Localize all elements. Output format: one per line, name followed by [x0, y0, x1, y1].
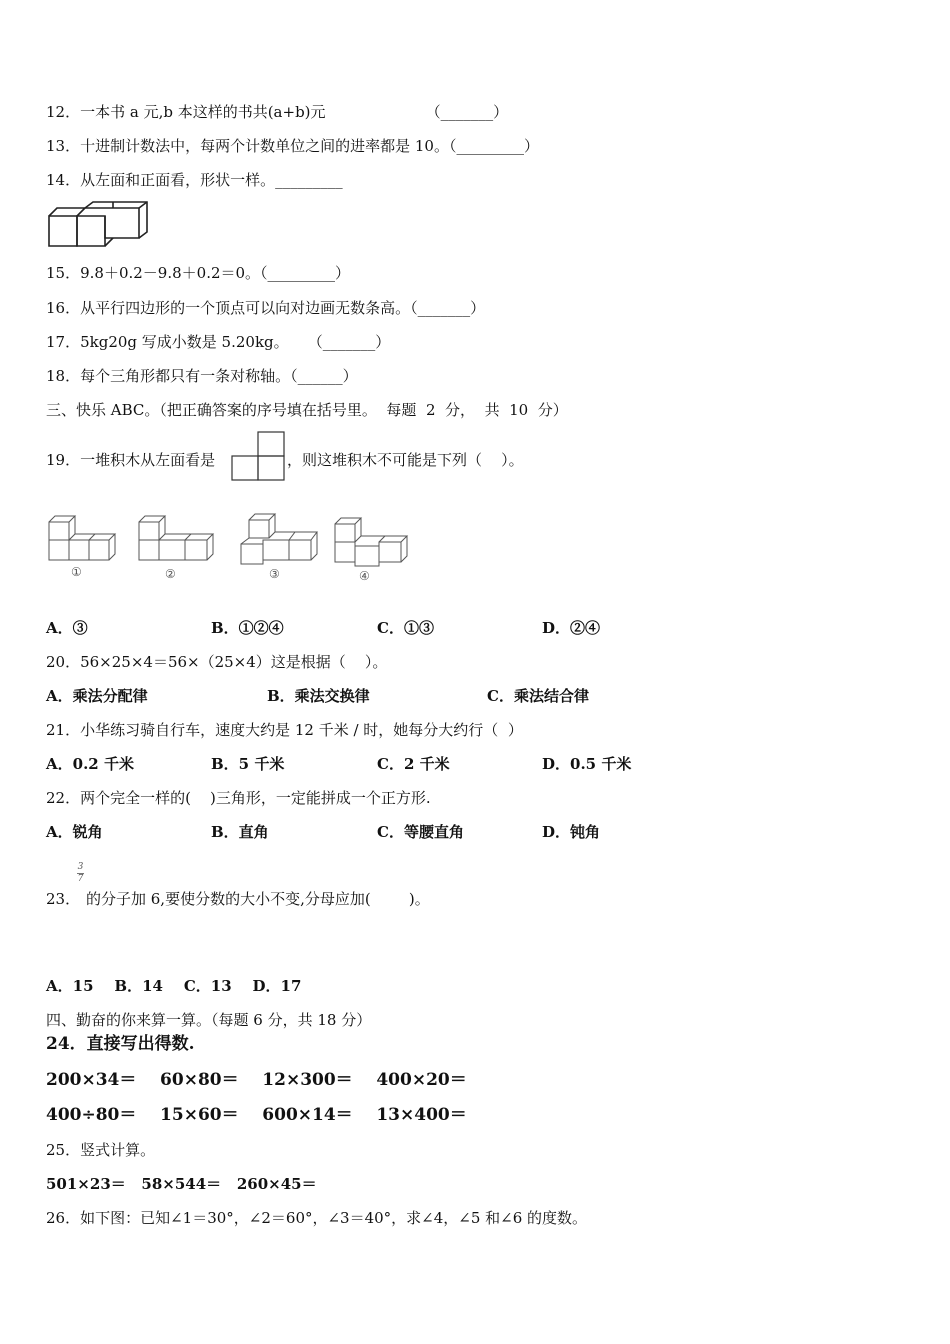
option-figure-label: ① [71, 565, 82, 579]
question-26: 26．如下图：已知∠1＝30°，∠2＝60°，∠3＝40°，求∠4，∠5 和∠6 的度数。 [46, 1209, 588, 1227]
question-15: 15．9.8＋0.2－9.8＋0.2＝0。（_________） [46, 264, 351, 282]
question-12: 12．一本书 a 元,b 本这样的书共(a+b)元 （_______） [46, 103, 509, 121]
question-16: 16．从平行四边形的一个顶点可以向对边画无数条高。（_______） [46, 299, 486, 317]
question-19-part1: 19．一堆积木从左面看是 [46, 451, 216, 469]
question-23-number: 23． [46, 890, 81, 908]
question-20: 20．56×25×4＝56×（25×4）这是根据（ ）。 [46, 653, 388, 671]
q22-option-a[interactable]: A．锐角 [46, 823, 103, 841]
option-figure-1 [47, 510, 119, 586]
q21-option-d[interactable]: D．0.5 千米 [542, 755, 632, 773]
q21-option-b[interactable]: B．5 千米 [211, 755, 285, 773]
question-17: 17．5kg20g 写成小数是 5.20kg。 （_______） [46, 333, 391, 351]
option-figure-label: ③ [269, 567, 280, 581]
q24-row-2: 400÷80＝ 15×60＝ 600×14＝ 13×400＝ [46, 1105, 467, 1125]
question-23-text: 的分子加 6,要使分数的大小不变,分母应加( )。 [86, 890, 430, 908]
question-13: 13．十进制计数法中，每两个计数单位之间的进率都是 10。（_________） [46, 137, 539, 155]
q22-option-d[interactable]: D．钝角 [542, 823, 601, 841]
q20-option-b[interactable]: B．乘法交换律 [267, 687, 370, 705]
fraction-3-7 [77, 862, 84, 884]
question-24: 24．直接写出得数. [46, 1034, 195, 1054]
option-figure-3 [239, 510, 319, 586]
option-figure-4 [333, 512, 413, 588]
fraction-denominator: 7 [77, 874, 84, 884]
q19-option-b[interactable]: B．①②④ [211, 619, 284, 637]
question-18: 18．每个三角形都只有一条对称轴。（______） [46, 367, 358, 385]
q21-option-a[interactable]: A．0.2 千米 [46, 755, 134, 773]
q23-options[interactable]: A．15 B．14 C．13 D．17 [46, 977, 302, 995]
section-4-heading: 四、勤奋的你来算一算。（每题 6 分，共 18 分） [46, 1011, 372, 1029]
q22-option-c[interactable]: C．等腰直角 [377, 823, 464, 841]
question-22: 22．两个完全一样的( )三角形，一定能拼成一个正方形. [46, 789, 431, 807]
option-figure-label: ② [165, 567, 176, 581]
question-25: 25．竖式计算。 [46, 1141, 156, 1159]
q24-row-1: 200×34＝ 60×80＝ 12×300＝ 400×20＝ [46, 1070, 467, 1090]
option-figure-label: ④ [359, 569, 370, 583]
q21-option-c[interactable]: C．2 千米 [377, 755, 450, 773]
question-14: 14．从左面和正面看，形状一样。_________ [46, 171, 343, 189]
q20-option-c[interactable]: C．乘法结合律 [487, 687, 589, 705]
option-figure-2 [137, 510, 217, 586]
q22-option-b[interactable]: B．直角 [211, 823, 269, 841]
section-3-heading: 三、快乐 ABC。（把正确答案的序号填在括号里。 每题 2 分， 共 10 分） [46, 401, 568, 419]
question-21: 21．小华练习骑自行车，速度大约是 12 千米 / 时，她每分大约行（ ） [46, 721, 523, 739]
q19-option-c[interactable]: C．①③ [377, 619, 434, 637]
cube-figure-q14 [47, 200, 151, 250]
q20-option-a[interactable]: A．乘法分配律 [46, 687, 148, 705]
q19-option-a[interactable]: A．③ [46, 619, 88, 637]
fraction-numerator: 3 [77, 862, 84, 872]
question-19-part2: ，则这堆积木不可能是下列（ ）。 [287, 451, 524, 469]
q19-option-d[interactable]: D．②④ [542, 619, 601, 637]
q25-row: 501×23＝ 58×544＝ 260×45＝ [46, 1175, 317, 1193]
left-view-figure-q19 [231, 430, 287, 486]
